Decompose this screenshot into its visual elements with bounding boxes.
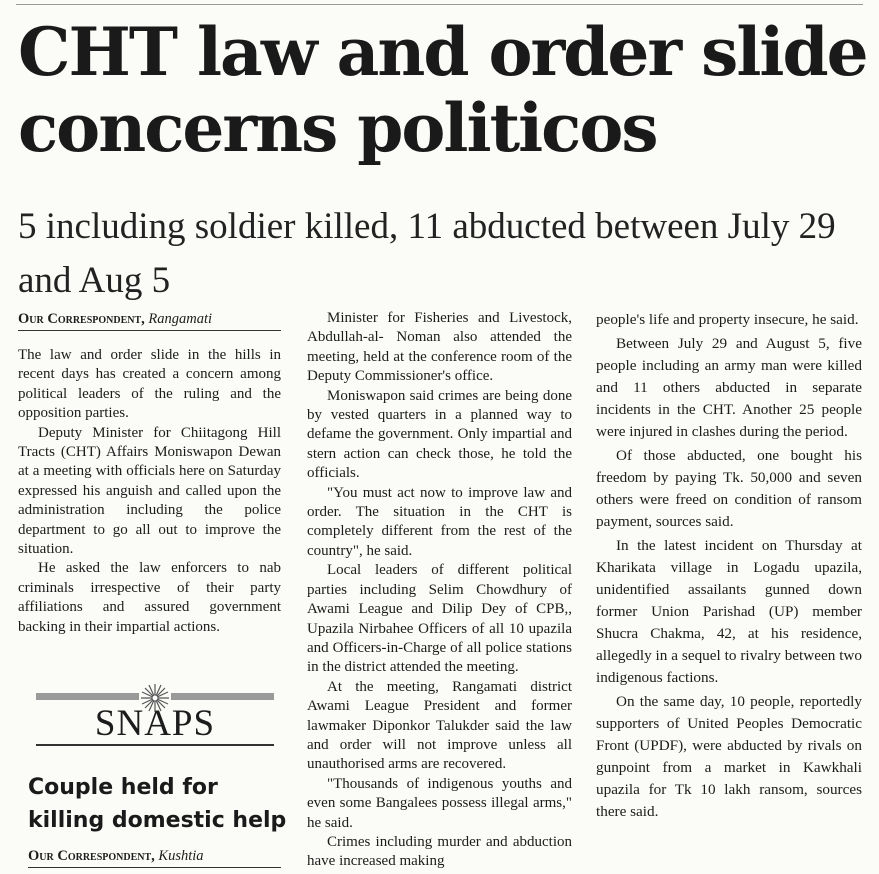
paragraph: The law and order slide in the hills in recent days has created a concern among political leaders of the ruling and the opposition parties.: [18, 347, 281, 422]
article-column-1: [18, 346, 281, 637]
byline-author: Our Correspondent,: [28, 848, 155, 864]
paragraph: On the same day, 10 people, reportedly supporters of United Peoples Democratic Front (UPDF), were abducted by rivals on gunpoint from a market in Kawkhali upazila for Tk 10 lakh ransom, sources there said.: [596, 693, 862, 820]
article-column-3: [596, 309, 862, 825]
snap-byline: [28, 848, 281, 868]
paragraph: "Thousands of indigenous youths and even some Bangalees possess illegal arms," he said.: [307, 775, 572, 831]
paragraph: He asked the law enforcers to nab criminals irrespective of their party affiliations and assured government backing in their impartial actions.: [18, 560, 281, 635]
byline-author: Our Correspondent,: [18, 311, 145, 327]
paragraph: Deputy Minister for Chiitagong Hill Tracts (CHT) Affairs Moniswapon Dewan at a meeting with officials here on Saturday expressed his anguish and called upon the administration including the police department to go all out to improve the situation.: [18, 424, 281, 558]
paragraph: Of those abducted, one bought his freedom by paying Tk. 50,000 and seven others were freed on condition of ransom payment, sources said.: [596, 447, 862, 530]
article-column-2: [307, 309, 572, 872]
article-subheadline: 5 including soldier killed, 11 abducted between July 29 and Aug 5: [18, 206, 836, 301]
article-byline: [18, 311, 281, 331]
paragraph: In the latest incident on Thursday at Kharikata village in Logadu upazila, unidentified assailants gunned down former Union Parishad (UP) member Shucra Chakma, 42, at his residence, allegedly in a sequel to rivalry between two indigenous factions.: [596, 537, 862, 686]
paragraph: people's life and property insecure, he said.: [596, 311, 859, 328]
paragraph: "You must act now to improve law and order. The situation in the CHT is completely different from the rest of the country", he said.: [307, 484, 572, 559]
paragraph: Local leaders of different political parties including Selim Chowdhury of Awami League and Dilip Dey of CPB,, Upazila Nirbahee Officers of all 10 upazila and Officers-in-Charge of all police stations in the district attended the meeting.: [307, 562, 572, 676]
snaps-bottom-rule: [36, 744, 274, 746]
paragraph: Moniswapon said crimes are being done by vested quarters in a planned way to defame the government. Only impartial and stern action can check those, he told the officials.: [307, 387, 572, 482]
article-headline: CHT law and order slide concerns politicos: [18, 13, 867, 167]
paragraph: Crimes including murder and abduction have increased making: [307, 833, 572, 870]
byline-location: Rangamati: [148, 311, 213, 327]
snap-headline: Couple held for killing domestic help: [28, 775, 287, 833]
snaps-section-title: SNAPS: [94, 703, 216, 744]
paragraph: Minister for Fisheries and Livestock, Abdullah-al- Noman also attended the meeting, held at the conference room of the Deputy Commissioner's office.: [307, 310, 572, 385]
top-rule: [16, 4, 863, 5]
paragraph: At the meeting, Rangamati district Awami League President and former lawmaker Diponkor Talukder said the law and order will not improve unless all unauthorised arms are recovered.: [307, 678, 572, 773]
byline-location: Kushtia: [158, 848, 204, 864]
paragraph: Between July 29 and August 5, five people including an army man were killed and 11 others abducted in separate incidents in the CHT. Another 25 people were injured in clashes during the period.: [596, 335, 862, 440]
